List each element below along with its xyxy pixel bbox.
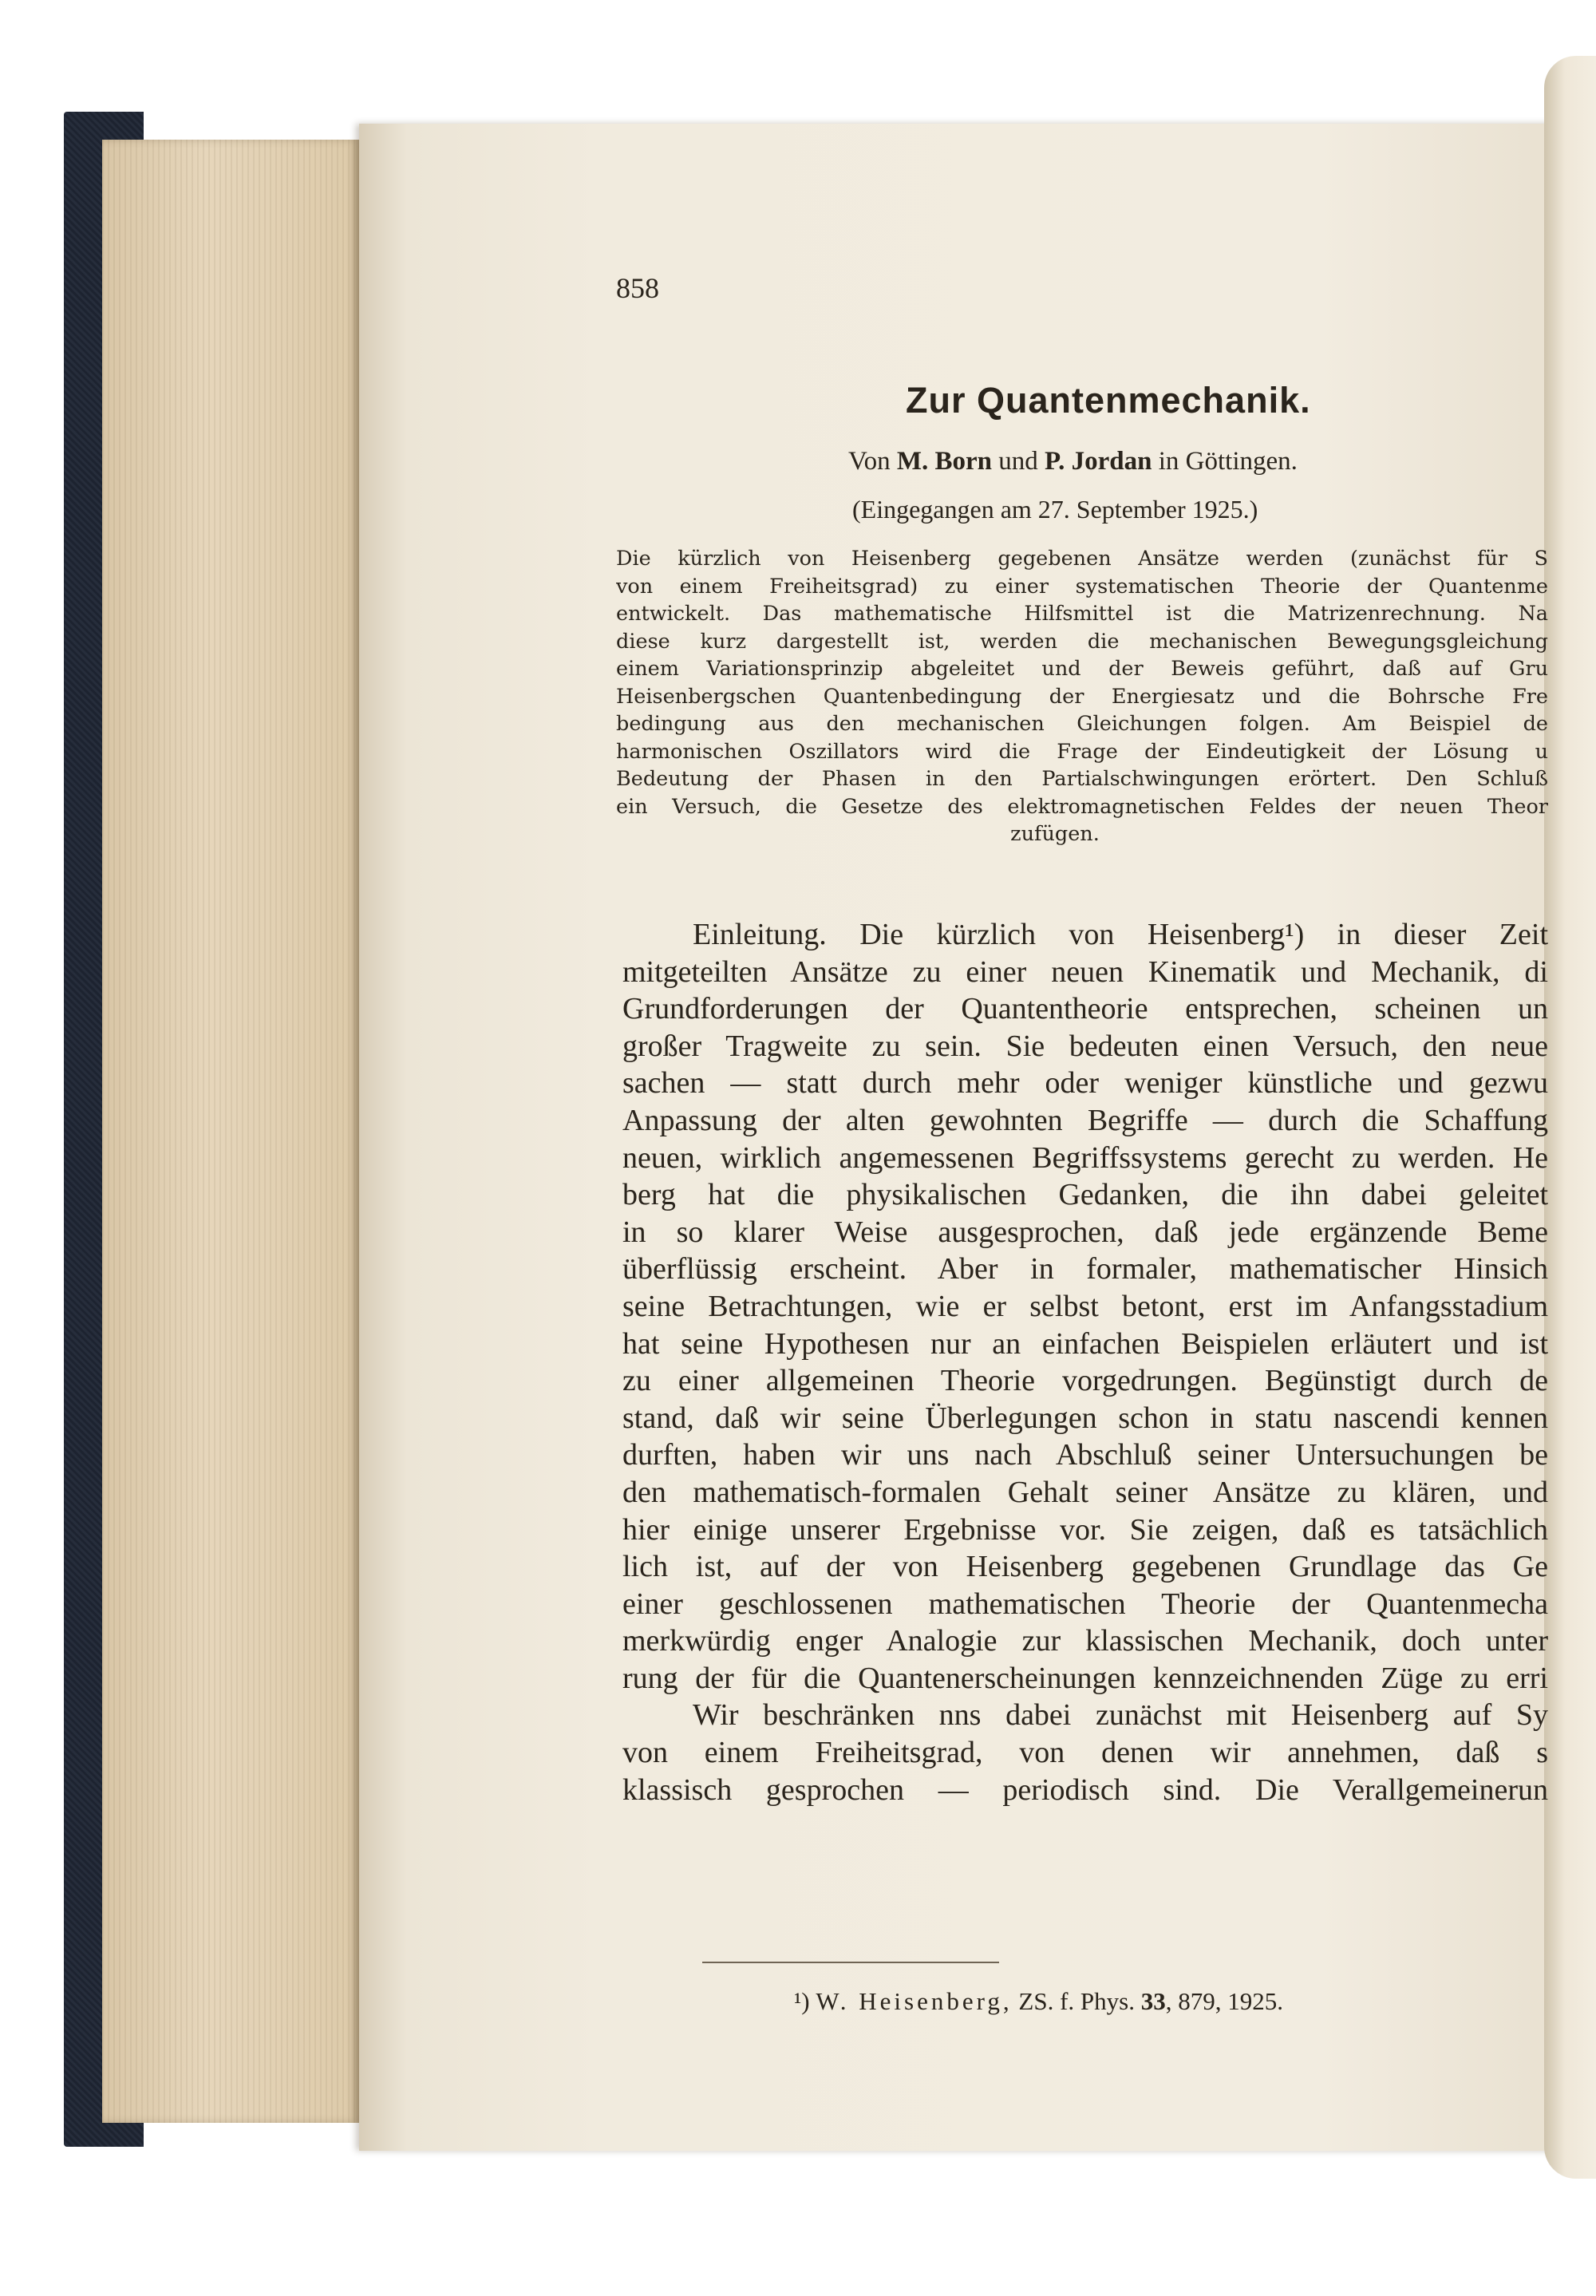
body-line: rung der für die Quantenerscheinungen kennzeichnenden Züge zu erri <box>622 1661 1548 1695</box>
body-line: den mathematisch-formalen Gehalt seiner Ansätze zu klären, und <box>622 1475 1548 1509</box>
byline-prefix: Von <box>848 447 891 476</box>
footnote-rule <box>702 1962 999 1963</box>
footnote-volume: 33 <box>1140 1987 1166 2015</box>
body-line: hat seine Hypothesen nur an einfachen Beispielen erläutert und ist <box>622 1326 1548 1361</box>
received-date: (Eingegangen am 27. September 1925.) <box>852 495 1258 524</box>
footnote <box>794 1987 1283 2016</box>
body-line: stand, daß wir seine Überlegungen schon in statu nascendi kennen <box>622 1401 1548 1435</box>
body-line: Grundforderungen der Quantentheorie entsprechen, scheinen un <box>622 992 1548 1026</box>
byline-and: und <box>998 447 1038 476</box>
body-line: merkwürdig enger Analogie zur klassischen Mechanik, doch unter <box>622 1624 1548 1658</box>
byline-suffix: in Göttingen. <box>1158 447 1298 476</box>
abstract-line: Die kürzlich von Heisenberg gegebenen Ansätze werden (zunächst für S <box>616 547 1548 571</box>
author-born: M. Born <box>896 447 992 476</box>
body-line: zu einer allgemeinen Theorie vorgedrungen. Begünstigt durch de <box>622 1364 1548 1398</box>
body-line: klassisch gesprochen — periodisch sind. Die Verallgemeinerun <box>622 1772 1548 1807</box>
next-page-curl <box>1544 56 1596 2179</box>
abstract-line: entwickelt. Das mathematische Hilfsmittel ist die Matrizenrechnung. Na <box>616 602 1548 626</box>
body-line: neuen, wirklich angemessenen Begriffssystems gerecht zu werden. He <box>622 1140 1548 1175</box>
body-line: lich ist, auf der von Heisenberg gegebenen Grundlage das Ge <box>622 1550 1548 1584</box>
abstract-line: Bedeutung der Phasen in den Partialschwingungen erörtert. Den Schluß <box>616 767 1548 791</box>
body-line: seine Betrachtungen, wie er selbst betont, erst im Anfangsstadium <box>622 1289 1548 1323</box>
abstract-line: diese kurz dargestellt ist, werden die mechanischen Bewegungsgleichung <box>616 629 1548 654</box>
body-line: hier einige unserer Ergebnisse vor. Sie zeigen, daß es tatsächlich <box>622 1512 1548 1547</box>
body-line: durften, haben wir uns nach Abschluß seiner Untersuchungen be <box>622 1438 1548 1472</box>
footnote-author: W. Heisenberg, <box>816 1987 1013 2015</box>
body-line: einer geschlossenen mathematischen Theorie der Quantenmecha <box>622 1587 1548 1621</box>
byline <box>848 447 1298 476</box>
body-line: von einem Freiheitsgrad, von denen wir annehmen, daß s <box>622 1736 1548 1770</box>
abstract-line: einem Variationsprinzip abgeleitet und der Beweis geführt, daß auf Gru <box>616 657 1548 681</box>
page-edges <box>102 140 359 2123</box>
body-text <box>622 916 1548 1808</box>
paper-title: Zur Quantenmechanik. <box>906 380 1311 421</box>
abstract <box>616 545 1548 848</box>
abstract-line: bedingung aus den mechanischen Gleichungen folgen. Am Beispiel de <box>616 712 1548 736</box>
page-number: 858 <box>616 272 659 304</box>
body-line: großer Tragweite zu sein. Sie bedeuten einen Versuch, den neue <box>622 1029 1548 1063</box>
abstract-line: von einem Freiheitsgrad) zu einer systematischen Theorie der Quantenme <box>616 574 1548 599</box>
body-line: in so klarer Weise ausgesprochen, daß jede ergänzende Beme <box>622 1215 1548 1249</box>
abstract-line: zufügen. <box>1010 822 1100 846</box>
body-line: Wir beschränken nns dabei zunächst mit Heisenberg auf Sy <box>693 1698 1548 1733</box>
body-line: berg hat die physikalischen Gedanken, die ihn dabei geleitet <box>622 1178 1548 1212</box>
body-line: überflüssig erscheint. Aber in formaler, mathematischer Hinsich <box>622 1252 1548 1286</box>
footnote-journal: ZS. f. Phys. <box>1018 1987 1135 2015</box>
footnote-mark: ¹) <box>794 1987 810 2015</box>
abstract-line: harmonischen Oszillators wird die Frage der Eindeutigkeit der Lösung u <box>616 739 1548 764</box>
body-line: Einleitung. Die kürzlich von Heisenberg¹) in dieser Zeit <box>693 918 1548 951</box>
body-line: sachen — statt durch mehr oder weniger künstliche und gezwu <box>622 1066 1548 1101</box>
author-jordan: P. Jordan <box>1045 447 1152 476</box>
abstract-line: ein Versuch, die Gesetze des elektromagnetischen Feldes der neuen Theor <box>616 794 1548 819</box>
footnote-rest: , 879, 1925. <box>1165 1987 1283 2015</box>
abstract-line: Heisenbergschen Quantenbedingung der Energiesatz und die Bohrsche Fre <box>616 684 1548 709</box>
body-line: mitgeteilten Ansätze zu einer neuen Kinematik und Mechanik, di <box>622 954 1548 989</box>
body-line: Anpassung der alten gewohnten Begriffe — durch die Schaffung <box>622 1103 1548 1137</box>
